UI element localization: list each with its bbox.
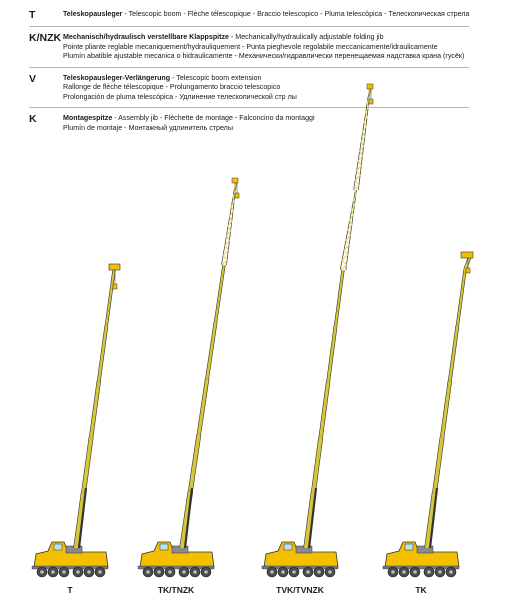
wheel-hub xyxy=(427,570,431,574)
wheel-hub xyxy=(76,570,80,574)
boom-section xyxy=(313,437,320,493)
boom-section xyxy=(457,270,465,326)
boom-section xyxy=(442,381,450,437)
lattice-chord xyxy=(222,182,236,265)
boom-head xyxy=(109,264,120,270)
hook-block xyxy=(466,268,470,273)
wheel-hub xyxy=(402,570,406,574)
boom-section xyxy=(321,381,328,437)
wheel-hub xyxy=(182,570,186,574)
wheel-hub xyxy=(157,570,161,574)
legend-line-bold: Teleskopausleger xyxy=(63,10,123,18)
legend-line-text: - Telescopic boom - Flèche télescopique - Braccio telescopico - Pluma telescópica - Телескопическая стрела xyxy=(122,10,470,18)
boom-section xyxy=(84,437,92,493)
legend-line-text: Rallonge de flèche télescopique - Prolungamento braccio telescopico xyxy=(63,83,281,91)
wheel-hub xyxy=(317,570,321,574)
jib-head xyxy=(367,84,373,89)
legend-code: T xyxy=(29,9,36,21)
wheel-hub xyxy=(391,570,395,574)
boom-section xyxy=(106,270,114,326)
legend-line-text: Prolongación de pluma telescópica - Удлинение телескопической стр лы xyxy=(63,92,297,101)
legend-code: V xyxy=(29,72,37,85)
wheel-hub xyxy=(40,570,44,574)
cab-window xyxy=(405,544,413,550)
crane-tvk-tvnzk xyxy=(262,84,373,577)
cab-window xyxy=(54,544,62,550)
boom-section xyxy=(450,326,458,382)
cab-window xyxy=(160,544,168,550)
crane-label-tvk-tvnzk: TVK/TVNZK xyxy=(276,585,324,595)
legend-line-text: Pointe pliante reglable mecaniquement/hydrauliquement - Punta pieghevole regolabile meccanicamente/idraulicamente xyxy=(63,42,438,51)
wheel-hub xyxy=(168,570,172,574)
crane-tk-tnzk xyxy=(138,178,239,577)
wheel-hub xyxy=(413,570,417,574)
wheel-hub xyxy=(292,570,296,574)
boom-section xyxy=(99,326,107,382)
wheel-hub xyxy=(270,570,274,574)
boom-section xyxy=(199,378,207,435)
legend-line-text: - Assembly jib - Fléchette de montage - Falconcino da montaggi xyxy=(112,114,315,122)
boom-section xyxy=(91,381,99,437)
hook-block xyxy=(235,193,239,198)
crane-tk-assembly xyxy=(383,252,473,577)
legend-line-bold: Mechanisch/hydraulisch verstellbare Klappspitze xyxy=(63,33,229,41)
wheel-hub xyxy=(193,570,197,574)
wheel-hub xyxy=(98,570,102,574)
wheel-hub xyxy=(438,570,442,574)
legend-code: K/NZK xyxy=(29,32,62,44)
legend-line-text: - Telescopic boom extension xyxy=(170,73,262,82)
boom-section xyxy=(328,326,335,382)
legend-line-text: Plumín de montaje - Монтажный удлинитель стрелы xyxy=(63,123,233,132)
legend-line-text: Plumín abatible ajustable mecanica o hidraulicamente - Механически/гидравлически перенещаемая надставка крана (гусёк) xyxy=(63,52,465,60)
wheel-hub xyxy=(306,570,310,574)
legend-line-text: - Mechanically/hydraulically adjustable folding jib xyxy=(228,33,384,41)
wheel-hub xyxy=(87,570,91,574)
wheel-hub xyxy=(204,570,208,574)
legend-code: K xyxy=(29,113,37,125)
boom-section xyxy=(216,265,224,322)
crane-t xyxy=(32,264,120,577)
crane-label-tk: TK xyxy=(415,585,427,595)
jib-head xyxy=(232,178,238,183)
boom-section xyxy=(435,437,443,493)
boom-section xyxy=(207,322,215,379)
hook-block xyxy=(369,99,373,104)
hook-block xyxy=(113,284,117,289)
wheel-hub xyxy=(62,570,66,574)
jib-head xyxy=(461,252,473,258)
cab-window xyxy=(284,544,292,550)
boom-section xyxy=(336,270,343,326)
crane-label-t: T xyxy=(67,585,73,595)
crane-label-tk-tnzk: TK/TNZK xyxy=(157,585,195,595)
legend-line-bold: Montagespitze xyxy=(63,114,113,122)
wheel-hub xyxy=(146,570,150,574)
legend-line-bold: Teleskopausleger-Verlängerung xyxy=(63,73,171,82)
wheel-hub xyxy=(449,570,453,574)
wheel-hub xyxy=(51,570,55,574)
boom-section xyxy=(190,435,198,492)
wheel-hub xyxy=(328,570,332,574)
wheel-hub xyxy=(281,570,285,574)
